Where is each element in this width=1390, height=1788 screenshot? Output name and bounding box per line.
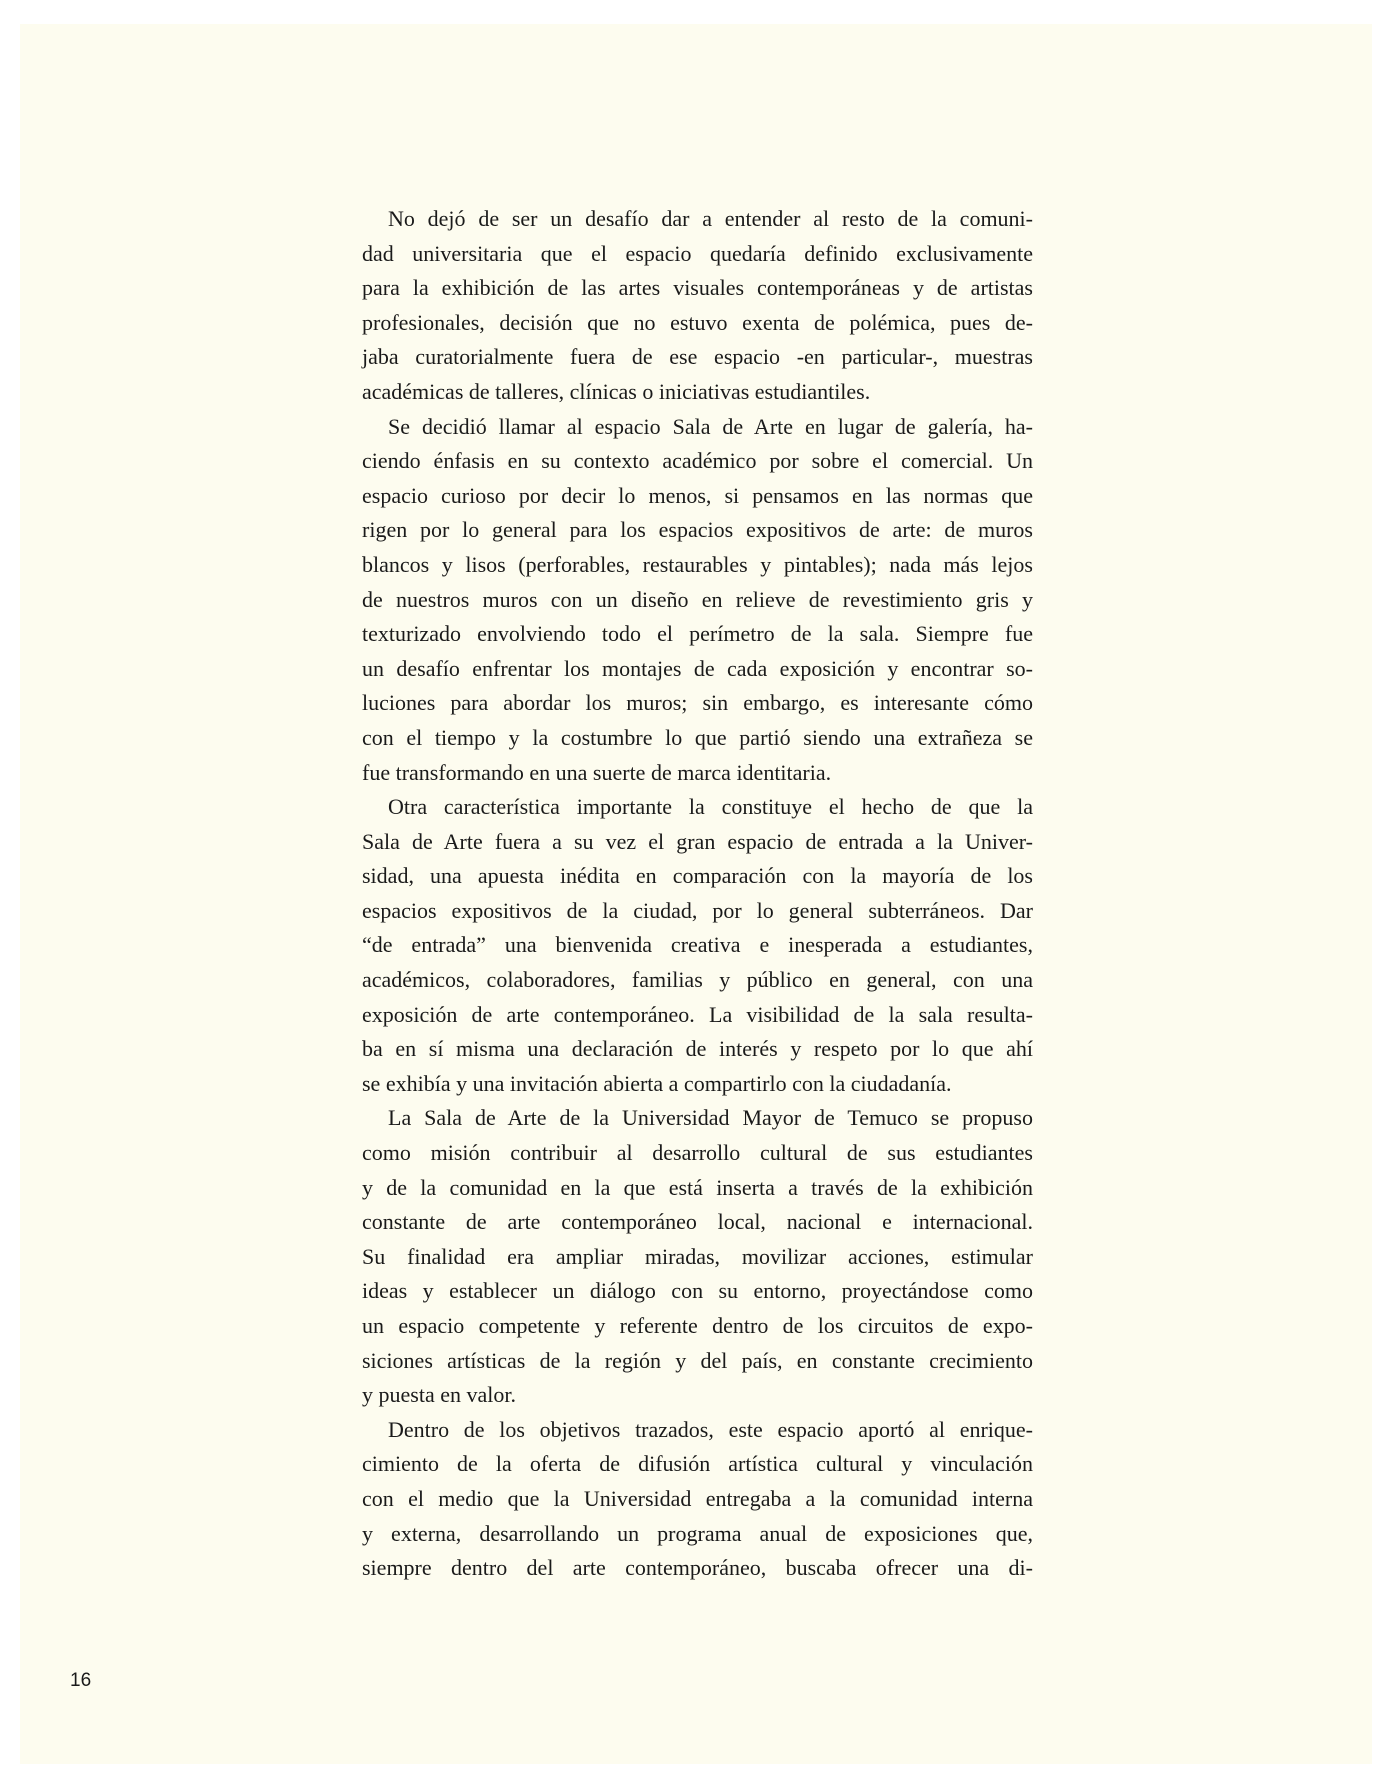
text-line: ideas y establecer un diálogo con su entorno, proyectándose como [362, 1278, 1033, 1304]
paragraph [362, 790, 1033, 1101]
text-line: sidad, una apuesta inédita en comparación con la mayoría de los [362, 863, 1033, 889]
text-line: Dentro de los objetivos trazados, este espacio aportó al enrique- [388, 1416, 1033, 1442]
text-line: profesionales, decisión que no estuvo exenta de polémica, pues de- [362, 309, 1033, 335]
text-line: siempre dentro del arte contemporáneo, buscaba ofrecer una di- [362, 1555, 1033, 1581]
text-line: cimiento de la oferta de difusión artística cultural y vinculación [362, 1451, 1033, 1477]
text-line: fue transformando en una suerte de marca identitaria. [362, 759, 832, 785]
text-line: como misión contribuir al desarrollo cultural de sus estudiantes [362, 1140, 1033, 1166]
paragraph [362, 1101, 1033, 1412]
text-line: y de la comunidad en la que está inserta a través de la exhibición [362, 1174, 1033, 1200]
text-line: con el tiempo y la costumbre lo que partió siendo una extrañeza se [362, 724, 1033, 750]
text-line: un espacio competente y referente dentro de los circuitos de expo- [362, 1313, 1033, 1338]
text-line: para la exhibición de las artes visuales contemporáneas y de artistas [362, 275, 1033, 301]
page-sheet [20, 24, 1372, 1764]
paragraph [362, 1413, 1033, 1586]
text-line: de nuestros muros con un diseño en relieve de revestimiento gris y [362, 586, 1033, 612]
text-line: espacio curioso por decir lo menos, si pensamos en las normas que [362, 482, 1033, 508]
text-line: un desafío enfrentar los montajes de cada exposición y encontrar so- [362, 655, 1033, 681]
text-line: Otra característica importante la constituye el hecho de que la [388, 794, 1033, 820]
text-line: Su finalidad era ampliar miradas, movilizar acciones, estimular [362, 1243, 1033, 1269]
text-line: siciones artísticas de la región y del país, en constante crecimiento [362, 1347, 1033, 1373]
text-line: No dejó de ser un desafío dar a entender al resto de la comuni- [388, 206, 1033, 231]
text-line: con el medio que la Universidad entregaba a la comunidad interna [362, 1485, 1033, 1511]
text-line: luciones para abordar los muros; sin embargo, es interesante cómo [362, 690, 1033, 716]
text-line: Sala de Arte fuera a su vez el gran espacio de entrada a la Univer- [362, 828, 1033, 854]
text-line: rigen por lo general para los espacios expositivos de arte: de muros [362, 517, 1033, 543]
text-line: dad universitaria que el espacio quedaría definido exclusivamente [362, 240, 1033, 266]
paragraph [362, 410, 1033, 791]
text-line: exposición de arte contemporáneo. La visibilidad de la sala resulta- [362, 1001, 1033, 1027]
text-line: La Sala de Arte de la Universidad Mayor de Temuco se propuso [388, 1105, 1033, 1131]
page-number: 16 [70, 1670, 92, 1691]
text-line: “de entrada” una bienvenida creativa e inesperada a estudiantes, [362, 932, 1033, 958]
text-line: espacios expositivos de la ciudad, por lo general subterráneos. Dar [362, 897, 1033, 923]
body-text [362, 202, 1033, 1586]
text-line: académicos, colaboradores, familias y público en general, con una [362, 967, 1033, 993]
text-line: y puesta en valor. [362, 1382, 516, 1408]
text-line: ciendo énfasis en su contexto académico por sobre el comercial. Un [362, 448, 1033, 474]
text-line: se exhibía y una invitación abierta a compartirlo con la ciudadanía. [362, 1070, 952, 1096]
text-line: constante de arte contemporáneo local, nacional e internacional. [362, 1209, 1033, 1235]
paragraph [362, 202, 1033, 410]
text-line: académicas de talleres, clínicas o iniciativas estudiantiles. [362, 378, 871, 404]
text-line: Se decidió llamar al espacio Sala de Arte en lugar de galería, ha- [388, 413, 1033, 439]
text-line: jaba curatorialmente fuera de ese espacio -en particular-, muestras [362, 344, 1033, 370]
text-line: blancos y lisos (perforables, restaurables y pintables); nada más lejos [362, 551, 1033, 577]
text-line: y externa, desarrollando un programa anual de exposiciones que, [362, 1520, 1033, 1546]
text-line: texturizado envolviendo todo el perímetro de la sala. Siempre fue [362, 621, 1033, 647]
text-line: ba en sí misma una declaración de interés y respeto por lo que ahí [362, 1036, 1033, 1062]
